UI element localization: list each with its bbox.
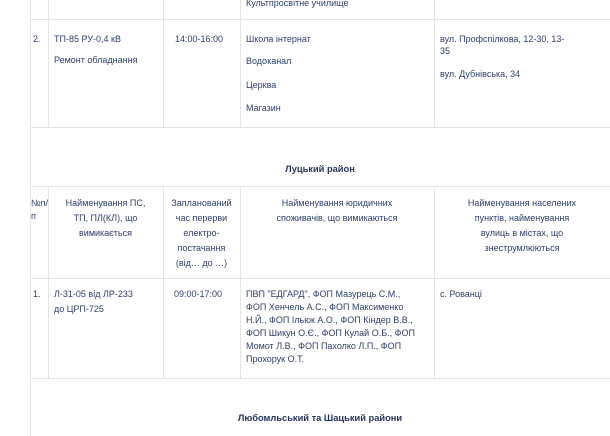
work-type: Ремонт обладнання bbox=[54, 55, 138, 65]
row-number: 2. bbox=[33, 34, 41, 44]
col-divider bbox=[163, 0, 164, 127]
consumer-name: Школа інтернат bbox=[246, 34, 311, 44]
village-name: с. Рованці bbox=[440, 289, 482, 299]
row-divider bbox=[30, 127, 610, 128]
street-address: вул. Дубнівська, 34 bbox=[440, 69, 521, 79]
header-places: Найменування населених bbox=[467, 198, 577, 208]
header-substation: Найменування ПС, bbox=[65, 198, 146, 208]
col-divider bbox=[48, 0, 49, 127]
row-divider bbox=[30, 378, 610, 379]
consumer-list: Момот Л.В., ФОП Пахолко Л.П., ФОП bbox=[246, 341, 402, 351]
consumer-name: Магазин bbox=[246, 103, 281, 113]
header-outage-time: Запланований bbox=[171, 198, 232, 208]
col-divider bbox=[240, 0, 241, 127]
header-number: п bbox=[31, 211, 36, 221]
consumer-name: Культпросвітне училище bbox=[246, 0, 349, 8]
header-places: вулиць в містах, що bbox=[480, 228, 564, 238]
consumer-list: ПВП "ЕДГАРД", ФОП Мазурець С.М., bbox=[246, 289, 401, 299]
header-outage-time: електро- bbox=[183, 228, 220, 238]
section-title-lutsk: Луцький район bbox=[285, 164, 355, 174]
substation-name: ТП-85 РУ-0,4 кВ bbox=[54, 34, 121, 44]
consumer-list: ФОП Шикун О.Є., ФОП Кулай О.Б., ФОП bbox=[246, 328, 415, 338]
street-address: 35 bbox=[440, 46, 451, 56]
row-number: 1. bbox=[33, 289, 41, 299]
consumer-name: Водоканал bbox=[246, 56, 292, 66]
line-name: Л-31-05 від ЛР-233 bbox=[54, 289, 133, 299]
header-outage-time: (від… до …) bbox=[175, 258, 228, 268]
header-outage-time: постачання bbox=[177, 243, 226, 253]
row-divider bbox=[30, 19, 610, 20]
header-places: знеструмлюються bbox=[484, 243, 560, 253]
header-places: пунктів, найменування bbox=[474, 213, 570, 223]
row-divider bbox=[30, 278, 610, 279]
header-substation: ТП, ПЛ(КЛ), що bbox=[73, 213, 138, 223]
consumer-list: Н.Й., ФОП Ільюк А.О., ФОП Кіндер В.В., bbox=[246, 315, 413, 325]
section-title-lyubomlskyi: Любомльський та Шацький райони bbox=[237, 413, 403, 423]
header-substation: вимикається bbox=[79, 228, 132, 238]
outage-time: 09:00-17:00 bbox=[174, 289, 223, 299]
consumer-list: Прохорук О.Т. bbox=[246, 354, 305, 364]
header-number: №п/ bbox=[31, 198, 49, 208]
consumer-name: Церква bbox=[246, 80, 277, 90]
header-consumers: споживачів, що вимикаються bbox=[276, 213, 398, 223]
outage-time: 14:00-16:00 bbox=[175, 34, 224, 44]
col-divider bbox=[434, 0, 435, 127]
header-consumers: Найменування юридичних bbox=[281, 198, 393, 208]
header-outage-time: час перерви bbox=[175, 213, 228, 223]
street-address: вул. Профспілкова, 12-30, 13- bbox=[440, 34, 565, 44]
row-divider bbox=[30, 186, 610, 187]
line-name: до ЦРП-725 bbox=[54, 304, 104, 314]
consumer-list: ФОП Хенчель А.С., ФОП Максименко bbox=[246, 302, 404, 312]
